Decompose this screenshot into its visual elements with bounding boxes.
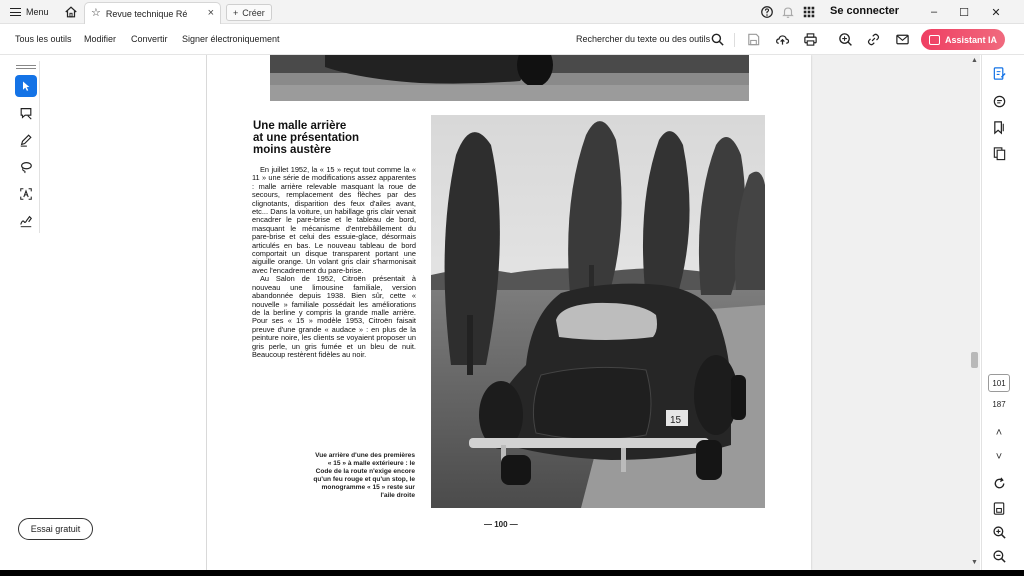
maximize-button[interactable]: ☐ — [959, 6, 969, 19]
article-body — [252, 166, 416, 359]
pdf-page — [208, 55, 811, 570]
toolbar-convert[interactable]: Convertir — [131, 34, 168, 44]
signin-button[interactable]: Se connecter — [830, 5, 900, 17]
toolbar-all-tools[interactable]: Tous les outils — [15, 34, 72, 44]
rotate-icon[interactable] — [992, 476, 1007, 491]
bookmark-icon[interactable] — [992, 120, 1007, 135]
menu-label: Menu — [26, 7, 49, 17]
upload-cloud-icon[interactable] — [775, 32, 790, 47]
headline-line-1: Une malle arrière — [253, 120, 347, 132]
print-icon[interactable] — [803, 32, 818, 47]
quick-tools-strip — [12, 61, 40, 233]
lasso-tool[interactable] — [15, 156, 37, 178]
mail-icon[interactable] — [895, 32, 910, 47]
drag-handle[interactable] — [16, 65, 36, 66]
total-pages: 187 — [992, 400, 1006, 409]
create-button[interactable] — [226, 4, 272, 21]
ai-assistant-button[interactable] — [921, 29, 1005, 50]
menu-button[interactable] — [10, 3, 49, 21]
lasso-icon — [19, 160, 33, 174]
select-cursor-icon — [20, 80, 32, 92]
title-bar — [0, 0, 1024, 24]
previous-page-icon[interactable]: ˄ — [995, 427, 1003, 439]
vertical-scrollbar[interactable] — [968, 55, 980, 570]
signature-icon — [19, 214, 33, 228]
tab-close-icon[interactable]: × — [207, 7, 214, 19]
scroll-thumb[interactable] — [971, 352, 978, 368]
select-tool[interactable] — [15, 75, 37, 97]
comment-bubble-icon[interactable] — [992, 94, 1007, 109]
home-icon[interactable] — [64, 5, 78, 19]
text-recognition-icon — [19, 187, 33, 201]
page-number: — 100 — — [484, 520, 518, 529]
comment-tool[interactable] — [15, 102, 37, 124]
edit-pdf-icon[interactable] — [992, 66, 1007, 81]
apps-grid-icon[interactable] — [802, 5, 816, 19]
article-paragraph-1: En juillet 1952, la « 15 » reçut tout comme la « 11 » une série de modifications assez apparentes : malle arrière relevable masquant la roue de secours, remplacement des flèches par des clignotants, disparition des feux d'ailes avant, etc... Dans la voiture, un habillage gris clair venait encadrer le pare-brise et le tableau de bord, masquant le mécanisme d'entrebâillement du pare-brise et celui des essuie-glace, désormais articulés en bas. Le nouveau tableau de bord comportait un disque transparent portant une aiguille orange. Un volant gris clair s'harmonisait avec l'encadrement du pare-brise. — [252, 165, 416, 275]
headline-line-2: at une présentation — [253, 132, 360, 144]
text-recognition-tool[interactable] — [15, 183, 37, 205]
photo-caption: Vue arrière d'une des premières « 15 » à malle extérieure : le Code de la route n'exige encore qu'un feu rouge et qu'un stop, le monogramme « 15 » reste sur l'aile droite — [313, 452, 415, 500]
toolbar-esign[interactable]: Signer électroniquement — [182, 34, 280, 44]
drag-handle-line — [16, 68, 36, 69]
toolbar-divider — [734, 33, 735, 47]
article-headline — [253, 120, 413, 156]
zoom-out-icon[interactable] — [992, 549, 1007, 564]
bell-icon[interactable] — [781, 5, 795, 19]
headline-line-3: moins austère — [253, 144, 331, 156]
plus-icon: + — [233, 7, 239, 18]
current-page-field[interactable]: 101 — [988, 374, 1010, 392]
car-rear-photo — [431, 115, 765, 508]
article-paragraph-2: Au Salon de 1952, Citroën présentait à nouveau une limousine familiale, version abandonnée depuis 1938. Bien sûr, cette « nouvelle » familiale possédait les améliorations de la berline y compris la grande malle arrière. Pour ses « 15 » modèle 1953, Citroën faisait preuve d'une grande « audace » : en plus de la peinture noire, les clients se voyaient proposer un gris perle, un gris fumée et un bleu de nuit. Beaucoup restèrent fidèles au noir. — [252, 274, 416, 359]
ai-assistant-icon — [929, 35, 940, 45]
save-page-icon[interactable] — [992, 501, 1007, 516]
minimize-button[interactable]: – — [930, 6, 938, 18]
save-icon[interactable] — [746, 32, 761, 47]
left-tool-panel — [0, 55, 207, 570]
document-viewport[interactable] — [208, 55, 980, 570]
help-icon[interactable] — [760, 5, 774, 19]
draw-pen-icon — [19, 133, 33, 147]
scroll-up-arrow-icon[interactable]: ▲ — [971, 57, 978, 64]
star-icon[interactable]: ☆ — [91, 7, 101, 19]
ai-assistant-label: Assistant IA — [944, 34, 997, 45]
car-photo-top — [270, 55, 749, 101]
signature-tool[interactable] — [15, 210, 37, 232]
search-tools-input[interactable]: Rechercher du texte ou des outils — [576, 34, 711, 44]
toolbar-edit[interactable]: Modifier — [84, 34, 117, 44]
free-trial-button[interactable]: Essai gratuit — [18, 518, 93, 540]
comment-icon — [19, 106, 33, 120]
hamburger-icon — [10, 8, 21, 16]
search-icon[interactable] — [710, 32, 725, 47]
svg-text:15: 15 — [670, 415, 682, 426]
main-toolbar — [0, 24, 1024, 55]
link-icon[interactable] — [866, 32, 881, 47]
pages-icon[interactable] — [992, 146, 1007, 161]
document-tab[interactable] — [84, 2, 221, 24]
right-side-rail — [981, 55, 1024, 570]
next-page-icon[interactable]: ˅ — [995, 451, 1003, 463]
scroll-down-arrow-icon[interactable]: ▼ — [971, 559, 978, 566]
draw-tool[interactable] — [15, 129, 37, 151]
zoom-in-icon[interactable] — [992, 525, 1007, 540]
tab-title: Revue technique Ré — [105, 8, 188, 19]
close-window-button[interactable]: ✕ — [991, 6, 1001, 19]
create-label: Créer — [242, 7, 265, 18]
ai-search-icon[interactable] — [838, 32, 853, 47]
